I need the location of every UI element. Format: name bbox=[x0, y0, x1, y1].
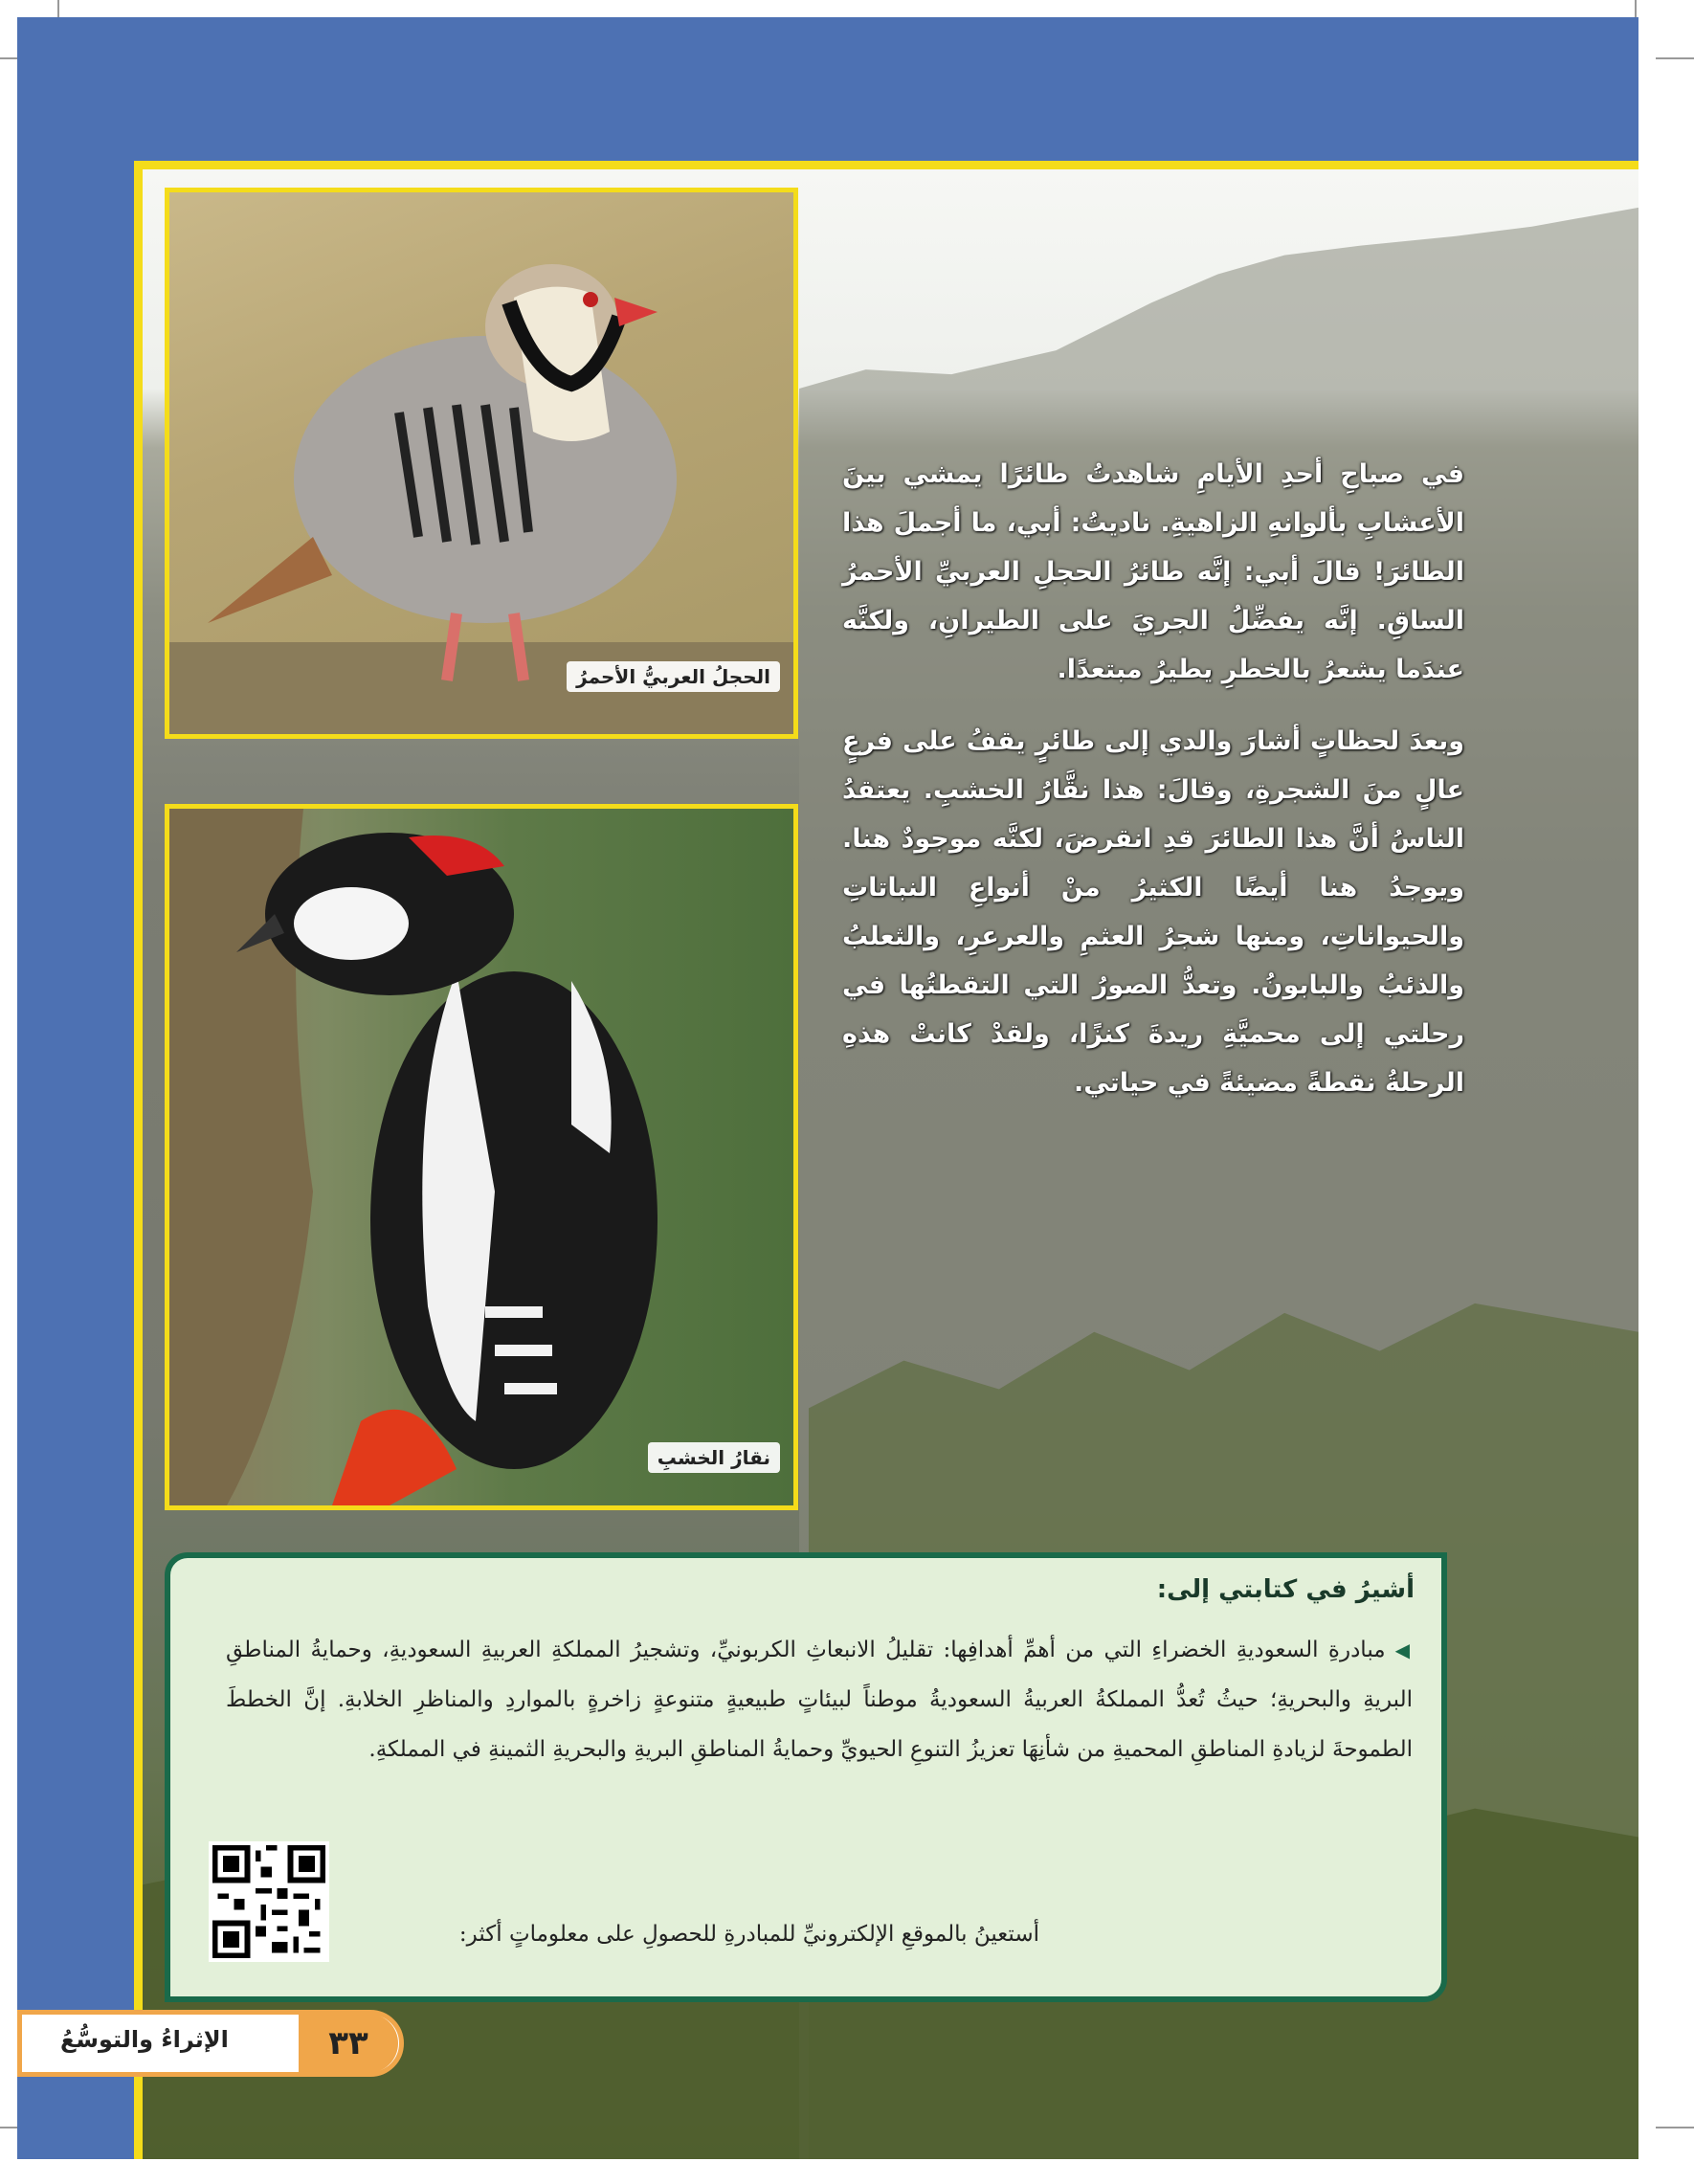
section-label: الإثراءُ والتوسُّعُ bbox=[60, 2026, 229, 2053]
qr-code-icon[interactable] bbox=[209, 1841, 329, 1962]
partridge-photo bbox=[165, 188, 798, 739]
crop-mark bbox=[1656, 2127, 1694, 2128]
story-paragraph: وبعدَ لحظاتٍ أشارَ والدي إلى طائرٍ يقفُ على فرعٍ عالٍ منَ الشجرةِ، وقالَ: هذا نقَّارُ الخشبِ. يعتقدُ الناسُ أنَّ هذا الطائرَ قدِ انقرضَ، لكنَّه موجودٌ هنا. ويوجدُ هنا أيضًا الكثيرُ منْ أنواعِ النباتاتِ والحيواناتِ، ومنها شجرُ العثمِ والعرعرِ، والثعلبُ والذئبُ والبابونُ. وتعدُّ الصورُ التي التقطتُها في رحلتي إلى محميَّةِ ريدةَ كنزًا، ولقدْ كانتْ هذهِ الرحلةُ نقطةً مضيئةً في حياتي. bbox=[842, 726, 1464, 1098]
woodpecker-caption: نقارُ الخشبِ bbox=[648, 1442, 780, 1473]
page-number: ٣٣ bbox=[299, 2014, 398, 2073]
story-paragraph: في صباحِ أحدِ الأيامِ شاهدتُ طائرًا يمشي بينَ الأعشابِ بألوانهِ الزاهيةِ. ناديتُ: أبي، ما أجملَ هذا الطائرَ! قالَ أبي: إنَّه طائرُ الحجلِ العربيِّ الأحمرُ الساقِ. إنَّه يفضِّلُ الجريَ على الطيرانِ، ولكنَّه عندَما يشعرُ بالخطرِ يطيرُ مبتعدًا. bbox=[842, 459, 1464, 684]
partridge-caption: الحجلُ العربيُّ الأحمرُ bbox=[567, 661, 780, 692]
bullet-arrow-icon: ◀ bbox=[1394, 1638, 1413, 1661]
website-prompt: أستعينُ بالموقعِ الإلكترونيِّ للمبادرةِ للحصولِ على معلوماتٍ أكثر: bbox=[458, 1922, 1039, 1947]
note-box-text: مبادرةِ السعوديةِ الخضراءِ التي من أهمِّ أهدافِها: تقليلُ الانبعاثِ الكربونيِّ، وتشجيرُ المملكةِ العربيةِ السعوديةِ، وحمايةُ المناطقِ البريةِ والبحريةِ؛ حيثُ تُعدُّ المملكةُ العربيةُ السعوديةُ موطناً لبيئاتٍ طبيعيةٍ متنوعةٍ زاخرةٍ بالمواردِ والمناظرِ الخلابةِ. إنَّ الخططَ الطموحةَ لزيادةِ المناطقِ المحميةِ من شأنِهَا تعزيزُ التنوعِ الحيويِّ وحمايةُ المناطقِ البريةِ والبحريةِ الثمينةِ في المملكةِ. bbox=[226, 1638, 1413, 1762]
woodpecker-photo bbox=[165, 804, 798, 1510]
story-text bbox=[842, 450, 1464, 1130]
woodpecker-illustration bbox=[169, 809, 793, 1505]
writing-note-box bbox=[165, 1552, 1447, 2002]
note-box-title: أشيرُ في كتابتي إلى: bbox=[1156, 1575, 1415, 1604]
partridge-illustration bbox=[169, 192, 793, 734]
crop-mark bbox=[1656, 57, 1694, 59]
note-box-body bbox=[226, 1625, 1413, 1774]
